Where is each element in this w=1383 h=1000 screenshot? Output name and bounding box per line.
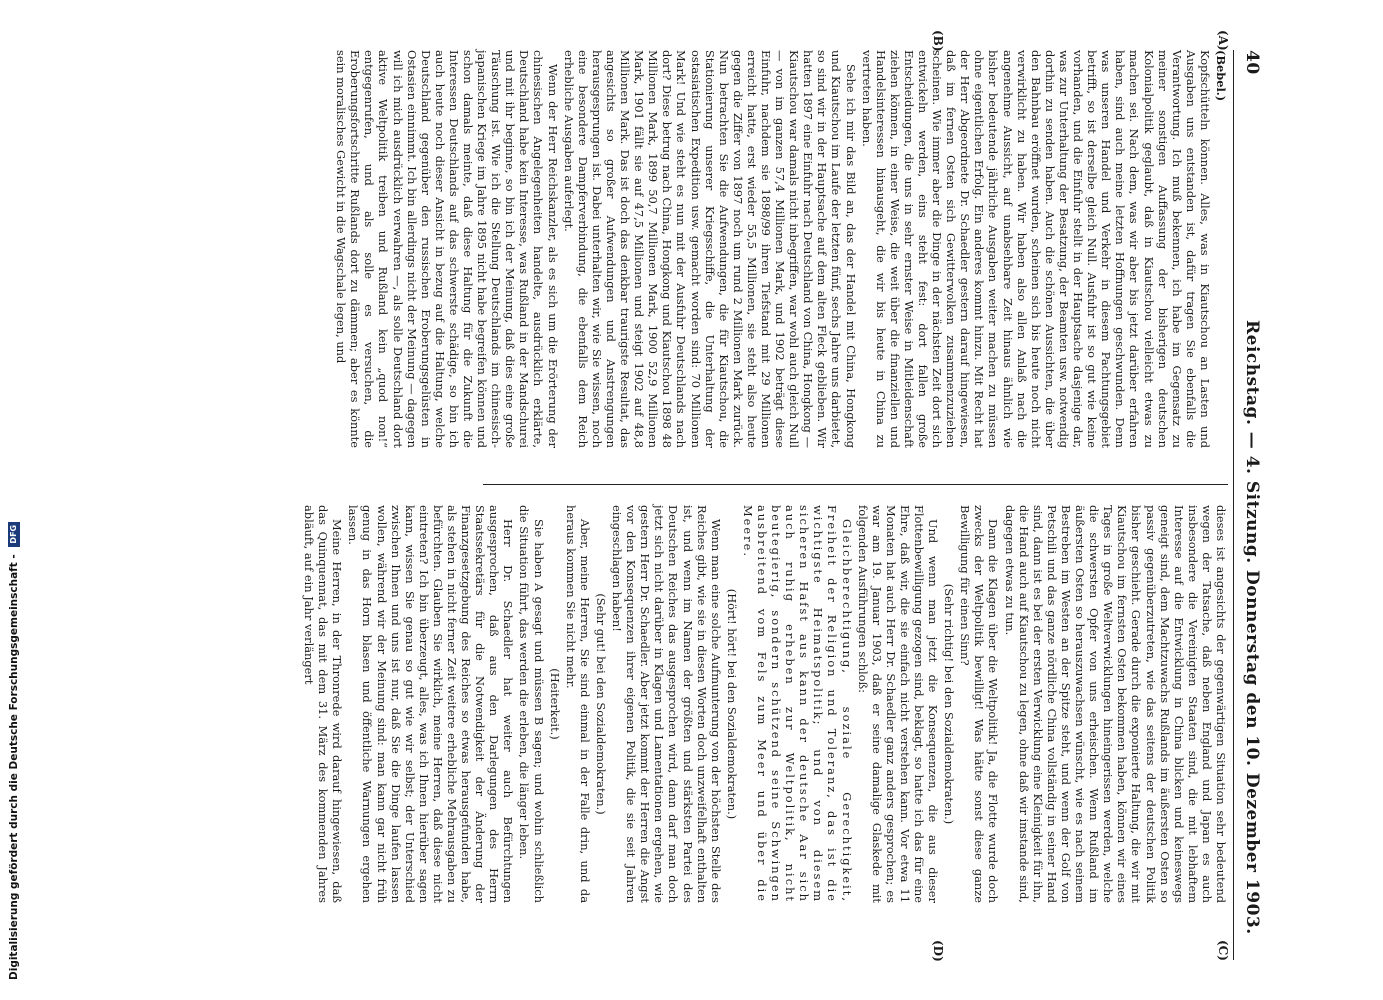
paragraph: Dann die Klagen über die Weltpolitik! Ja, die Flotte wurde doch zwecks der Weltpolitik bewilligt! Was hätte sonst diese ganze Bewilligung für einen Sinn? xyxy=(958,505,1001,903)
quotation: Gleichberechtigung, soziale Gerechtigkeit, Freiheit der Religion und Toleranz, das ist die wichtigste Heimatspolitik; und von diesem sicheren Hafst aus kann der deutsche Aar sich auch ruhig erheben zur Weltpolitik, nicht beutegierig, sondern schützend seine Schwingen ausbreitend vom Fels zum Meer und über die Meere. xyxy=(740,505,854,903)
paragraph: dieses ist angesichts der gegenwärtigen Situation sehr bedeutend wegen der Tatsache, daß neben England und Japan es auch insbesondere die Vereinigten Staaten sind, die mit lebhaftem Interesse auf die Entwicklung in China blicken und keineswegs geneigt sind, dem Machtzuwachs Rußlands im äußersten Osten so passiv gegenüberzutreten, wie das seitens der deutschen Politik bisher geschieht. Gerade durch die exponierte Haltung, die wir mit Kiautschou im fernsten Osten bekommen haben, können wir eines Tages in große Weltverwicklungen hineingerissen werden, welche die schwersten Opfer von uns erheischen. Wenn Rußland im äußersten Osten so herauszuwachsen wünscht, wie es nach seinem Bestreben im Westen an der Spitze steht, und wenn der Golf von Petschili und das ganze nördliche China vollständig in seiner Hand sind, dann ist es bei der ersten Verwicklung eine Kleinigkeit für ihn, die Hand auch auf Kiautschou zu legen, ohne daß wir imstande sind, dagegen etwas zu tun. xyxy=(1002,505,1228,903)
right-column xyxy=(300,505,1228,903)
page-header xyxy=(1236,50,1262,960)
paragraph: Meine Herren, in der Thronrede wird darauf hingewiesen, daß das Quinquennat, das mit dem 31. März des kommenden Jahres abläuft, auf ein Jahr verlängert xyxy=(302,505,345,903)
paragraph: Wenn der Herr Reichskanzler, als es sich um die Erörterung der chinesischen Angelegenheiten handelte, ausdrücklich erklärte, Deutschland habe kein Interesse, was Rußland in der Mandschurei und mit ihr beginne, so bin ich der Meinung, daß dies eine große Täuschung ist. Wie ich die Stellung Deutschlands im chinesisch-japanischen Kriege im Jahre 1895 nicht habe begreifen können und schon damals meinte, daß diese Haltung für die Zukunft die Interessen Deutschlands auf das schwerste schädige, so bin ich auch heute noch dieser Ansicht in bezug auf die Haltung, welche Deutschland gegenüber den russischen Eroberungsgelüsten in Ostasien einnimmt. Ich bin allerdings nicht der Meinung — dagegen will ich mich ausdrücklich verwahren —, als solle Deutschland dort aktive Weltpolitik treiben und Rußland kein „quod non!“ entgegenrufen, und als solle es versuchen, die Eroberungsfortschritte Rußlands dort zu dämmen; aber es könnte sein moralisches Gewicht in die Wagschale legen, und xyxy=(334,50,560,448)
paragraph: Kopfschütteln können. Alles, was in Kiautschou an Lasten und Ausgaben uns entstanden ist, dafür tragen Sie ebenfalls die Verantwortung. Ich muß bekennen, ich habe im Gegensatz zu meiner sonstigen Auffassung der bisherigen deutschen Kolonialpolitik geglaubt, daß in Kiautschou vielleicht etwas zu machen sei. Nach dem, was wir aber bis jetzt darüber erfahren haben, sind auch meine letzten Hoffnungen geschwunden. Denn was unseren Handel und Verkehr in diesem Pachtungsgebiet betrifft, so ist derselbe gleich Null. Ausfuhr ist so gut wie keine vorhanden, und die Einfuhr stellt in der Hauptsache dasjenige dar, was zur Unterhaltung der Besatzung, der Beamten usw. notwendig dorthin zu senden haben. Auch die schönen Aussichten, die über den Bahnbau eröffnet wurden, scheinen sich bis heute noch nicht verwirklicht zu haben. Wir haben also allen Anlaß nach die angenehme Aussicht, auf unabsehbare Zeit hinaus ähnlich wie bisher bedeutende jährliche Ausgaben weiter machen zu müssen ohne eigentlichen Erfolg. Ein anderes kommt hinzu. Mit Recht hat der Herr Abgeordnete Dr. Schaedler gestern darauf hingewiesen, daß im fernen Osten sich Gewitterwolken zusammenzuziehen scheinen. Wie immer aber die Dinge in der nächsten Zeit dort sich entwickeln werden, eins steht fest: dort fallen große Entscheidungen, die uns in sehr ernster Weise in Mitleidenschaft ziehen können, in einer Weise, die weit über die finanziellen und Handelsinteressen hinausgeht, die wir bis heute in China zu vertreten haben. xyxy=(859,50,1212,448)
page-number: 40 xyxy=(1242,50,1262,75)
dfg-logo: DFG xyxy=(8,522,20,547)
header-rule xyxy=(1233,50,1234,960)
paragraph: Herr Dr. Schaedler hat weiter auch Befürchtungen ausgesprochen, daß aus den Darlegungen des Herrn Staatssekretärs für die Notwendigkeit der Änderung der Finanzgesetzgebung des Reiches so etwas herausgefunden habe, als stehen in nicht ferner Zeit weitere erhebliche Mehrausgaben zu befürchten. Glauben Sie wirklich, meine Herren, daß diese nicht eintreten? Ich bin überzeugt, alles, was ich Ihnen hierüber sagen kann, wissen Sie genau so gut wie wir selbst; der Unterschied zwischen Ihnen und uns ist nur, daß Sie die Dinge laufen lassen wollen, während wir der Meinung sind: man kann gar nicht früh genug in das Horn blasen und öffentliche Warnungen ergehen lassen. xyxy=(346,505,516,903)
interjection: (Sehr richtig! bei den Sozialdemokraten.) xyxy=(942,583,957,825)
interjection: (Hört! hört! bei den Sozialdemokraten.) xyxy=(724,588,739,820)
margin-marker-b: (B) xyxy=(931,30,945,52)
paragraph: Sehe ich mir das Bild an, das der Handel mit China, Hongkong und Kiautschou im Laufe der letzten fünf, sechs Jahre uns darbietet, so sind wir in der Hauptsache auf dem alten Fleck geblieben. Wir hatten 1897 eine Einfuhr nach Deutschland von China, Hongkong — Kiautschou war damals nicht inbegriffen, war wohl auch gleich Null — von im ganzen 57,4 Millionen Mark, und 1902 beträgt diese Einfuhr, nachdem sie 1898/99 ihren Tiefstand mit 29 Millionen erreicht hatte, erst wieder 55,5 Millionen, sie steht also heute gegen die Ziffer von 1897 noch um rund 2 Millionen Mark zurück. Nun betrachten Sie die Aufwendungen, die für Kiautschou, die Stationierung unserer Kriegsschiffe, die Unterhaltung der ostasiatischen Expedition usw. gemacht worden sind: 70 Millionen Mark! Und wie steht es nun mit der Ausfuhr Deutschlands nach dort? Diese betrug nach China, Hongkong und Kiautschou 1898 48 Millionen Mark, 1899 50,7 Millionen Mark, 1900 52,9 Millionen Mark, 1901 fällt sie auf 47,5 Millionen und steigt 1902 auf 48,8 Millionen Mark. Das ist doch das denkbar traurigste Resultat, das angesichts so großer Aufwendungen und Anstrengungen herausgesprungen ist. Dabei unterhalten wir, wie Sie wissen, noch eine besondere Dampferverbindung, die ebenfalls dem Reich erhebliche Ausgaben auferlegt. xyxy=(561,50,858,448)
paragraph: Sie haben A gesagt und müssen B sagen; und wohin schließlich die Situation führt, das werden die erleben, die länger leben. xyxy=(517,505,546,903)
credit-text: Digitalisierung gefördert durch die Deutsche Forschungsgemeinschaft - xyxy=(8,554,20,980)
interjection: (Heiterkeit.) xyxy=(547,668,562,740)
digitization-credit xyxy=(2,0,26,1000)
speaker-label: (Bebel.) xyxy=(1214,50,1228,102)
interjection: (Sehr gut! bei den Sozialdemokraten.) xyxy=(593,593,608,815)
page-title: Reichstag. — 4. Sitzung. Donnerstag den 10. Dezember 1903. xyxy=(1242,320,1262,935)
paragraph: Wenn man eine solche Aufmunterung von der höchsten Stelle des Reiches gibt, wie sie in diesen Worten doch unzweifelhaft enthalten ist, und wenn im Namen der größten und stärksten Partei des Deutschen Reiches das ausgesprochen wird, dann darf man doch jetzt sich nicht darüber in Klagen und Lamentationen ergehen, wie gestern Herr Dr. Schaedler. Aber jetzt kommt der Herren die Angst vor den Konsequenzen ihrer eigenen Politik, die sie seit Jahren eingeschlagen haben! xyxy=(610,505,723,903)
margin-marker-a: (A) xyxy=(1216,30,1230,51)
margin-marker-c: (C) xyxy=(1216,940,1230,961)
paragraph: Aber, meine Herren, Sie sind einmal in der Falle drin, und da heraus kommen Sie nicht mehr. xyxy=(563,505,592,903)
margin-marker-d: (D) xyxy=(931,940,945,962)
column-divider xyxy=(483,484,1228,485)
left-column xyxy=(332,50,1228,448)
paragraph: Und wenn man jetzt die Konsequenzen, die aus dieser Flottenbewilligung gezogen sind, beklagt, so hatte ich das für eine Ehre, daß wir, die sie einfach nicht verstehen kann. Vor etwa 11 Monaten hat auch Herr Dr. Schaedler ganz anders gesprochen; es war am 19. Januar 1903, daß er seine damalige Glaskede mit folgenden Ausführungen schloß: xyxy=(855,505,941,903)
